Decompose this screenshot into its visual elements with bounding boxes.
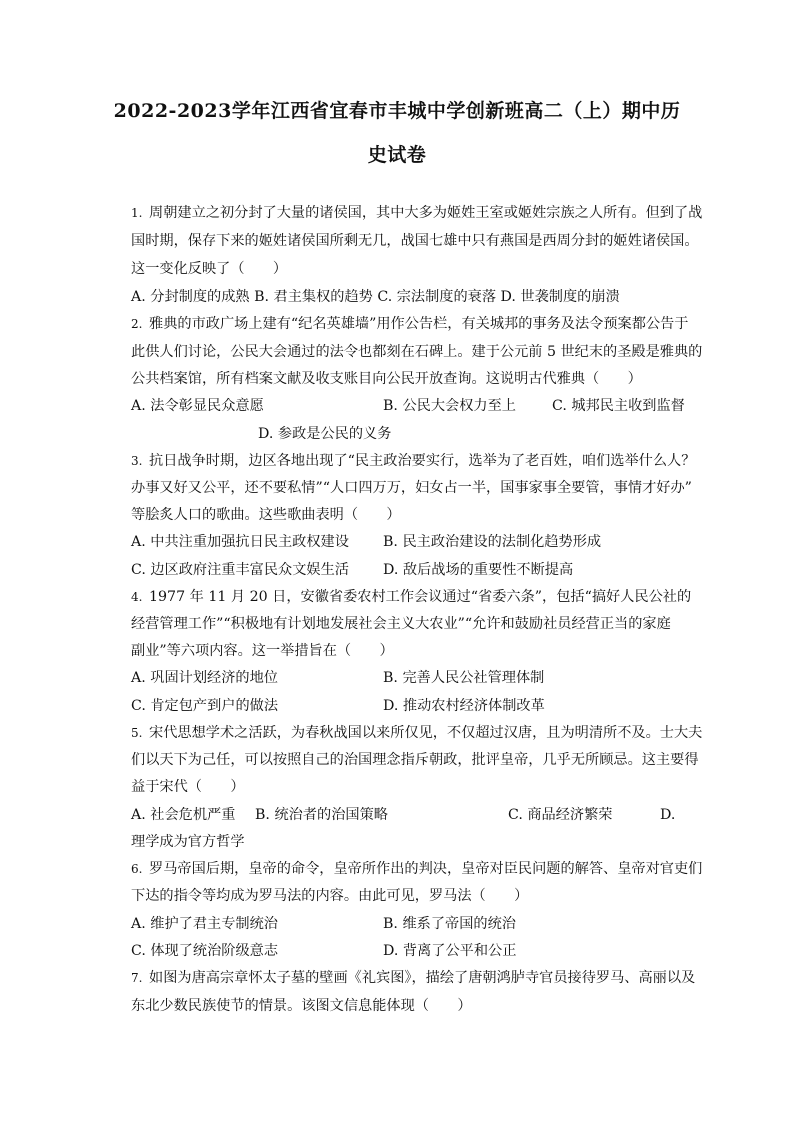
option-c: C. 体现了统治阶级意志 [131,943,279,959]
option-d-label: D. [660,807,676,823]
question-5 [131,723,702,743]
question-text: 罗马帝国后期，皇帝的命令，皇帝所作出的判决，皇帝对臣民问题的解答、皇帝对官吏们 [149,861,703,877]
option-a: A. 巩固计划经济的地位 [131,670,278,686]
question-2 [131,314,688,334]
question-text: 周朝建立之初分封了大量的诸侯国，其中大多为姬姓王室或姬姓宗族之人所有。但到了战 [149,205,703,221]
option-b: B. 完善人民公社管理体制 [383,670,545,686]
question-number: 4. [131,590,143,604]
option-d: D. 推动农村经济体制改革 [383,698,545,714]
option-b: B. 民主政治建设的法制化趋势形成 [383,534,602,550]
option-d-text: 理学成为官方哲学 [131,834,245,850]
option-c: C. 边区政府注重丰富民众文娱生活 [131,562,349,578]
question-text: 1977 年 11 月 20 日，安徽省委农村工作会议通过“省委六条”，包括“搞好人民公社的 [149,589,692,605]
question-text: 东北少数民族使节的情景。该图文信息能体现（ ） [131,998,472,1014]
option-a: A. 中共注重加强抗日民主政权建设 [131,534,349,550]
question-text: 们以天下为己任，可以按照自己的治国理念指斥朝政，批评皇帝，几乎无所顾忌。这主要得 [131,752,699,768]
option-c: C. 商品经济繁荣 [508,807,613,823]
question-text: 雅典的市政广场上建有“纪名英雄墙”用作公告栏，有关城邦的事务及法令预案都公告于 [149,316,689,332]
question-text: 公共档案馆，所有档案文献及收支账目向公民开放查询。这说明古代雅典（ ） [131,371,642,387]
question-text: 此供人们讨论，公民大会通过的法令也都刻在石碑上。建于公元前 5 世纪末的圣殿是雅典的 [131,344,703,360]
question-text: 宋代思想学术之活跃，为春秋战国以来所仅见，不仅超过汉唐，且为明清所不及。士大夫 [149,725,703,741]
question-text: 经营管理工作”“积极地有计划地发展社会主义大农业”“允许和鼓励社员经营正当的家庭 [131,616,671,632]
question-1 [131,203,702,223]
doc-title-line-1: 2022-2023学年江西省宜春市丰城中学创新班高二（上）期中历 [113,100,681,122]
doc-title-line-2: 史试卷 [367,144,427,166]
question-text: 抗日战争时期，边区各地出现了“民主政治要实行，选举为了老百姓，咱们选举什么人？ [149,453,696,469]
question-number: 7. [131,971,143,985]
option-a: A. 法令彰显民众意愿 [131,398,264,414]
question-text: 这一变化反映了（ ） [131,261,288,277]
option-d: D. 参政是公民的义务 [258,426,392,442]
question-number: 1. [131,206,143,220]
option-d: D. 背离了公平和公正 [383,943,517,959]
question-number: 2. [131,317,143,331]
option-b: B. 统治者的治国策略 [255,807,388,823]
option-b: B. 维系了帝国的统治 [383,916,516,932]
option-c: C. 城邦民主收到监督 [552,398,685,414]
question-text: 下达的指令等均成为罗马法的内容。由此可见，罗马法（ ） [131,888,529,904]
question-6 [131,859,702,879]
question-7 [131,968,695,988]
option-b: B. 公民大会权力至上 [383,398,516,414]
option-d: D. 敌后战场的重要性不断提高 [383,562,574,578]
question-number: 3. [131,454,143,468]
question-text: 等脍炙人口的歌曲。这些歌曲表明（ ） [131,507,401,523]
question-text: 副业”等六项内容。这一举措旨在（ ） [131,643,394,659]
question-text: 如图为唐高宗章怀太子墓的壁画《礼宾图》，描绘了唐朝鸿胪寺官员接待罗马、高丽以及 [149,970,696,986]
question-text: 国时期，保存下来的姬姓诸侯国所剩无几，战国七雄中只有燕国是西周分封的姬姓诸侯国。 [131,233,699,249]
question-text: 办事又好又公平，还不要私情”“人口四万万，妇女占一半，国事家事全要管，事情才好办” [131,480,692,496]
question-text: 益于宋代（ ） [131,779,245,795]
option-c: C. 肯定包产到户的做法 [131,698,279,714]
question-number: 5. [131,726,143,740]
question-3 [131,451,695,471]
option-a: A. 社会危机严重 [131,807,236,823]
option-a: A. 维护了君主专制统治 [131,916,278,932]
option-row: A. 分封制度的成熟 B. 君主集权的趋势 C. 宗法制度的衰落 D. 世袭制度的崩溃 [131,289,620,305]
question-4 [131,587,691,607]
question-number: 6. [131,862,143,876]
